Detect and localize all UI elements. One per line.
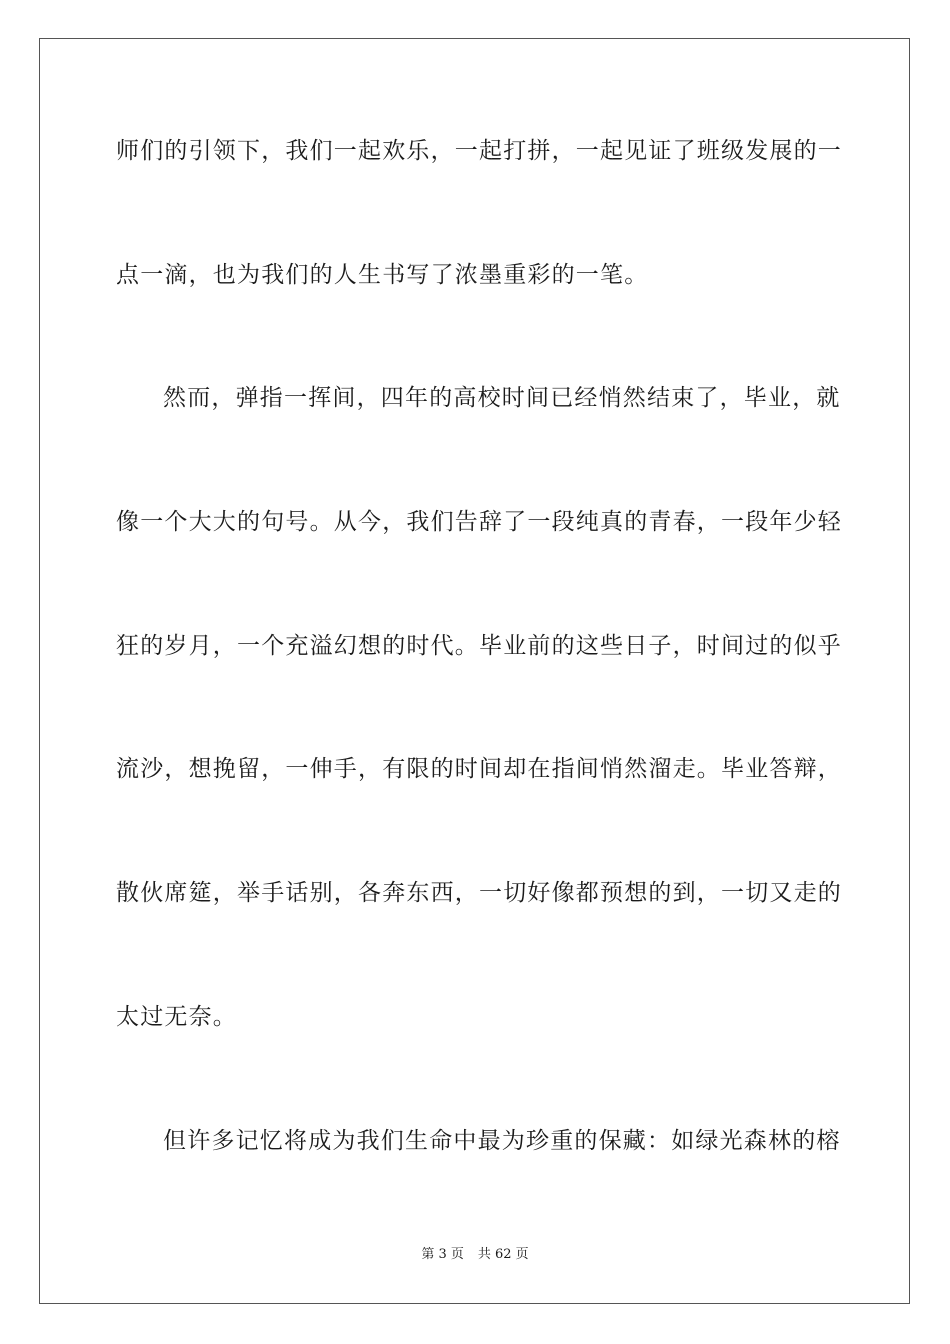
body-text-line: 点一滴，也为我们的人生书写了浓墨重彩的一笔。 <box>116 262 649 288</box>
body-text-line: 像一个大大的句号。从今，我们告辞了一段纯真的青春，一段年少轻 <box>116 509 842 535</box>
body-text-line: 太过无奈。 <box>116 1004 237 1030</box>
page-number: 第 3 页 <box>421 1247 464 1262</box>
page-footer <box>0 1246 950 1264</box>
body-text-line: 师们的引领下，我们一起欢乐，一起打拼，一起见证了班级发展的一 <box>116 138 842 164</box>
paragraph-first-line: 但许多记忆将成为我们生命中最为珍重的保藏：如绿光森林的榕 <box>163 1128 841 1154</box>
body-text-line: 散伙席筵，举手话别，各奔东西，一切好像都预想的到，一切又走的 <box>116 880 842 906</box>
body-text-line: 流沙，想挽留，一伸手，有限的时间却在指间悄然溜走。毕业答辩， <box>116 756 842 782</box>
body-text-line: 狂的岁月，一个充溢幻想的时代。毕业前的这些日子，时间过的似乎 <box>116 633 842 659</box>
page-total: 共 62 页 <box>477 1247 529 1262</box>
page-border <box>39 38 910 1304</box>
paragraph-first-line: 然而，弹指一挥间，四年的高校时间已经悄然结束了，毕业，就 <box>163 385 841 411</box>
